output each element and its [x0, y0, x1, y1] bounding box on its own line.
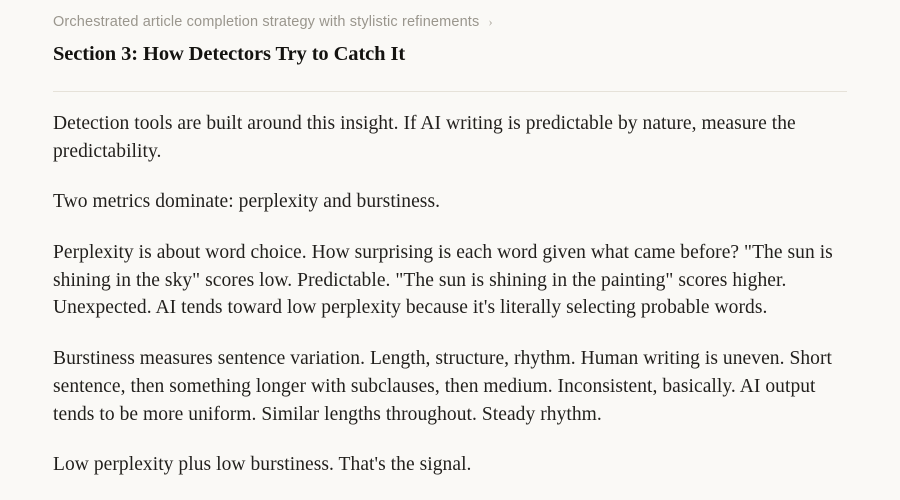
document-body [45, 110, 855, 479]
body-paragraph: Burstiness measures sentence variation. Length, structure, rhythm. Human writing is uneven. Short sentence, then something longer with subclauses, then medium. Inconsistent, basically. AI output tends to be more uniform. Similar lengths throughout. Steady rhythm. [53, 348, 833, 425]
title-divider [53, 91, 847, 92]
chevron-right-icon[interactable]: › [488, 13, 493, 29]
body-paragraph: Two metrics dominate: perplexity and burstiness. [53, 191, 441, 213]
breadcrumb[interactable] [45, 0, 855, 37]
body-paragraph: Detection tools are built around this insight. If AI writing is predictable by nature, measure the predictability. [53, 113, 796, 162]
body-paragraph: Perplexity is about word choice. How surprising is each word given what came before? "The sun is shining in the sky" scores low. Predictable. "The sun is shining in the painting" scores higher. Unexpected. AI tends toward low perplexity because it's literally selecting probable words. [53, 242, 833, 319]
page-title: Section 3: How Detectors Try to Catch It [53, 43, 406, 65]
body-paragraph: Low perplexity plus low burstiness. That's the signal. [53, 454, 472, 476]
breadcrumb-label[interactable]: Orchestrated article completion strategy with stylistic refinements [53, 14, 480, 30]
